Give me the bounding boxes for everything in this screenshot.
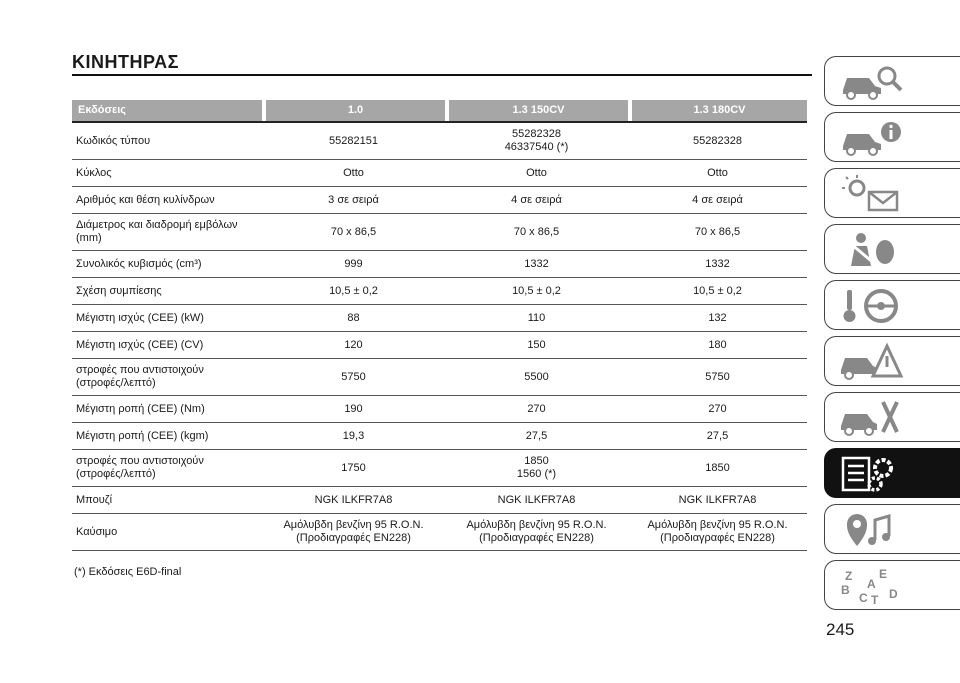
row-label: στροφές που αντιστοιχούν (στροφές/λεπτό)	[72, 359, 262, 396]
row-value: 70 x 86,5	[628, 214, 807, 251]
row-label: Σχέση συμπίεσης	[72, 278, 262, 305]
row-value: 110	[445, 305, 628, 332]
row-value: 270	[445, 396, 628, 423]
tab-car-search[interactable]	[824, 56, 960, 106]
row-value: 120	[262, 332, 445, 359]
row-label: Καύσιμο	[72, 514, 262, 551]
tab-technical-data[interactable]	[824, 448, 960, 498]
tab-index[interactable]	[824, 560, 960, 610]
multimedia-navigation-icon	[837, 510, 907, 550]
tab-multimedia[interactable]	[824, 504, 960, 554]
table-row	[72, 396, 807, 423]
table-row	[72, 187, 807, 214]
airbag-seatbelt-icon	[837, 230, 907, 270]
car-search-icon	[837, 62, 907, 102]
index-letter-b: B	[841, 583, 850, 597]
table-row	[72, 278, 807, 305]
page-number: 245	[826, 620, 855, 639]
row-value: 132	[628, 305, 807, 332]
row-value: NGK ILKFR7A8	[628, 487, 807, 514]
table-row	[72, 122, 807, 160]
row-value: 5500	[445, 359, 628, 396]
row-value: 1850 1560 (*)	[445, 450, 628, 487]
tab-lights-warnings[interactable]	[824, 168, 960, 218]
row-label: Κύκλος	[72, 160, 262, 187]
column-header-versions: Εκδόσεις	[72, 100, 262, 121]
index-letter-e: E	[879, 567, 888, 581]
row-label: Συνολικός κυβισμός (cm³)	[72, 251, 262, 278]
table-body	[72, 122, 807, 551]
row-label: Μπουζί	[72, 487, 262, 514]
key-steering-wheel-icon	[837, 286, 907, 326]
row-value: 10,5 ± 0,2	[262, 278, 445, 305]
row-label: Κωδικός τύπου	[72, 122, 262, 160]
row-value: 999	[262, 251, 445, 278]
row-value: 55282328 46337540 (*)	[445, 122, 628, 160]
title-underline	[72, 74, 812, 76]
row-label: Μέγιστη ροπή (CEE) (kgm)	[72, 423, 262, 450]
row-label: Μέγιστη ισχύς (CEE) (CV)	[72, 332, 262, 359]
table-row	[72, 160, 807, 187]
table-row	[72, 450, 807, 487]
tab-maintenance[interactable]	[824, 392, 960, 442]
row-value: 180	[628, 332, 807, 359]
row-value: 1850	[628, 450, 807, 487]
car-warning-triangle-icon	[837, 342, 907, 382]
row-value: 88	[262, 305, 445, 332]
row-value: 10,5 ± 0,2	[628, 278, 807, 305]
engine-specs-table	[72, 100, 807, 551]
table-row	[72, 487, 807, 514]
row-value: NGK ILKFR7A8	[262, 487, 445, 514]
alphabetical-index-icon	[837, 566, 907, 606]
row-value: 5750	[262, 359, 445, 396]
row-label: στροφές που αντιστοιχούν (στροφές/λεπτό)	[72, 450, 262, 487]
table-row	[72, 359, 807, 396]
row-label: Μέγιστη ισχύς (CEE) (kW)	[72, 305, 262, 332]
table-row	[72, 214, 807, 251]
car-tools-icon	[837, 398, 907, 438]
light-warning-envelope-icon	[837, 174, 907, 214]
footnote: (*) Εκδόσεις E6D-final	[74, 566, 182, 578]
index-letter-a: A	[867, 577, 876, 591]
row-value: 190	[262, 396, 445, 423]
row-value: Otto	[262, 160, 445, 187]
row-value: NGK ILKFR7A8	[445, 487, 628, 514]
row-value: 3 σε σειρά	[262, 187, 445, 214]
table-row	[72, 251, 807, 278]
index-letter-z: Z	[845, 569, 853, 583]
row-value: 1332	[628, 251, 807, 278]
row-value: Αμόλυβδη βενζίνη 95 R.O.N. (Προδιαγραφές EN228)	[262, 514, 445, 551]
tab-starting-driving[interactable]	[824, 280, 960, 330]
row-value: 10,5 ± 0,2	[445, 278, 628, 305]
specs-gears-icon	[837, 454, 907, 494]
tab-safety[interactable]	[824, 224, 960, 274]
row-value: Otto	[628, 160, 807, 187]
row-value: 5750	[628, 359, 807, 396]
row-label: Διάμετρος και διαδρομή εμβόλων (mm)	[72, 214, 262, 251]
column-header-1-3-150cv: 1.3 150CV	[449, 100, 628, 121]
row-value: 27,5	[628, 423, 807, 450]
row-label: Μέγιστη ροπή (CEE) (Nm)	[72, 396, 262, 423]
index-letter-t: T	[871, 593, 879, 606]
row-value: 70 x 86,5	[262, 214, 445, 251]
row-value: Αμόλυβδη βενζίνη 95 R.O.N. (Προδιαγραφές EN228)	[628, 514, 807, 551]
table-row	[72, 514, 807, 551]
table-header-row	[72, 100, 807, 122]
index-letter-c: C	[859, 591, 868, 605]
table-row	[72, 423, 807, 450]
row-value: 27,5	[445, 423, 628, 450]
page-title: ΚΙΝΗΤΗΡΑΣ	[72, 52, 179, 72]
row-value: 70 x 86,5	[445, 214, 628, 251]
row-value: 1750	[262, 450, 445, 487]
row-value: Otto	[445, 160, 628, 187]
column-header-1-3-180cv: 1.3 180CV	[632, 100, 807, 121]
row-value: 4 σε σειρά	[628, 187, 807, 214]
index-letter-d: D	[889, 587, 898, 601]
row-value: 19,3	[262, 423, 445, 450]
car-info-icon	[837, 118, 907, 158]
row-label: Αριθμός και θέση κυλίνδρων	[72, 187, 262, 214]
tab-emergency[interactable]	[824, 336, 960, 386]
row-value: 1332	[445, 251, 628, 278]
column-header-1-0: 1.0	[266, 100, 445, 121]
row-value: 55282151	[262, 122, 445, 160]
tab-car-info[interactable]	[824, 112, 960, 162]
row-value: 270	[628, 396, 807, 423]
table-row	[72, 332, 807, 359]
row-value: Αμόλυβδη βενζίνη 95 R.O.N. (Προδιαγραφές EN228)	[445, 514, 628, 551]
table-row	[72, 305, 807, 332]
row-value: 55282328	[628, 122, 807, 160]
row-value: 150	[445, 332, 628, 359]
row-value: 4 σε σειρά	[445, 187, 628, 214]
